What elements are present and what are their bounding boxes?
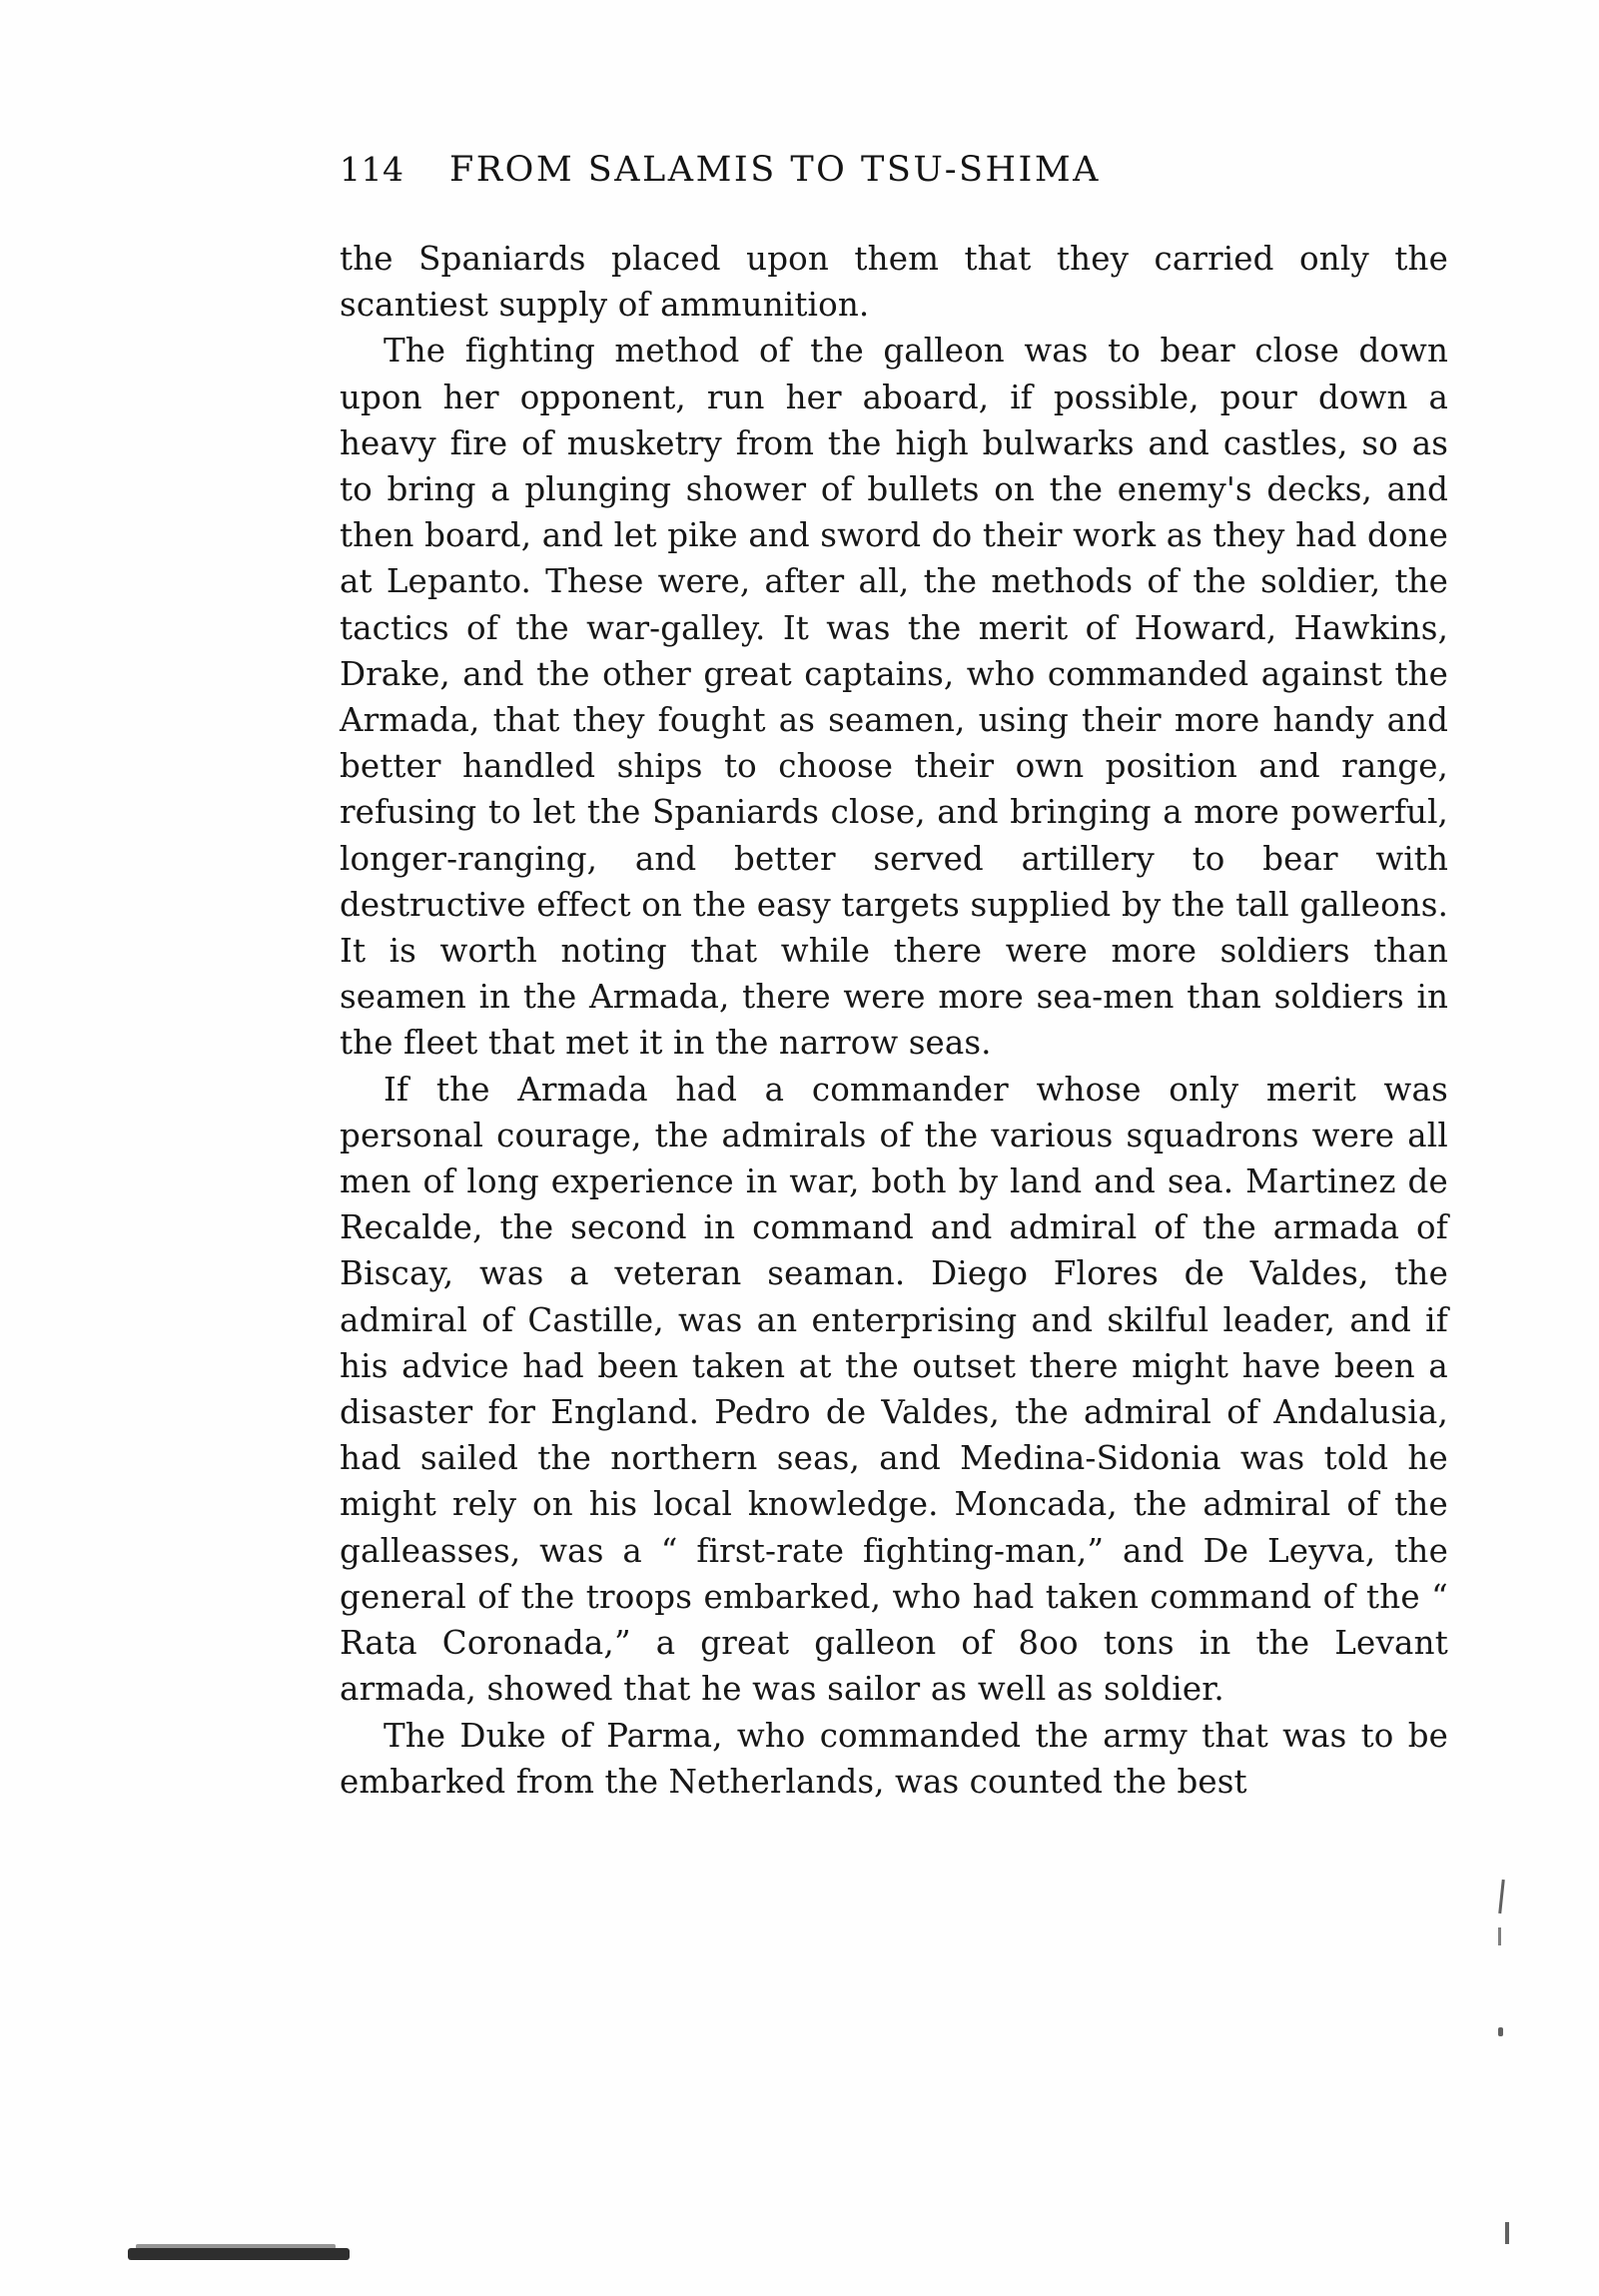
page-number: 114 [340, 150, 404, 189]
page-content [340, 150, 1448, 1805]
margin-mark-icon [1498, 1880, 1505, 1913]
paragraph-continued: the Spaniards placed upon them that they carried only the scantiest supply of ammunition. [340, 240, 1448, 325]
margin-tick-icon [1505, 2222, 1509, 2244]
margin-mark-secondary-icon [1498, 1927, 1501, 1945]
margin-dot-icon [1498, 2027, 1503, 2036]
paragraph-duke-of-parma: The Duke of Parma, who commanded the army that was to be embarked from the Netherlands, was counted the best [340, 1716, 1448, 1801]
paragraph-fighting-method: The fighting method of the galleon was to bear close down upon her opponent, run her aboard, if possible, pour down a heavy fire of musketry from the high bulwarks and castles, so as to bring a plunging shower of bullets on the enemy's decks, and then board, and let pike and sword do their work as they had done at Lepanto. These were, after all, the methods of the soldier, the tactics of the war-galley. It was the merit of Howard, Hawkins, Drake, and the other great captains, who commanded against the Armada, that they fought as seamen, using their more handy and better handled ships to choose their own position and range, refusing to let the Spaniards close, and bringing a more powerful, longer-ranging, and better served artillery to bear with destructive effect on the easy targets supplied by the tall galleons. It is worth noting that while there were more soldiers than seamen in the Armada, there were more sea-men than soldiers in the fleet that met it in the narrow seas. [340, 332, 1448, 1063]
paragraph-armada-commanders: If the Armada had a commander whose only merit was personal courage, the admirals of the various squadrons were all men of long experience in war, both by land and sea. Martinez de Recalde, the second in command and admiral of the armada of Biscay, was a veteran seaman. Diego Flores de Valdes, the admiral of Castille, was an enterprising and skilful leader, and if his advice had been taken at the outset there might have been a disaster for England. Pedro de Valdes, the admiral of Andalusia, had sailed the northern seas, and Medina-Sidonia was told he might rely on his local knowledge. Moncada, the admiral of the galleasses, was a “ first-rate fighting-man,” and De Leyva, the general of the troops embarked, who had taken command of the “ Rata Coronada,” a great galleon of 8oo tons in the Levant armada, showed that he was sailor as well as soldier. [340, 1070, 1448, 1709]
book-title: FROM SALAMIS TO TSU-SHIMA [449, 150, 1101, 190]
page-edge-smudge [128, 2248, 350, 2260]
running-head [340, 150, 1448, 190]
